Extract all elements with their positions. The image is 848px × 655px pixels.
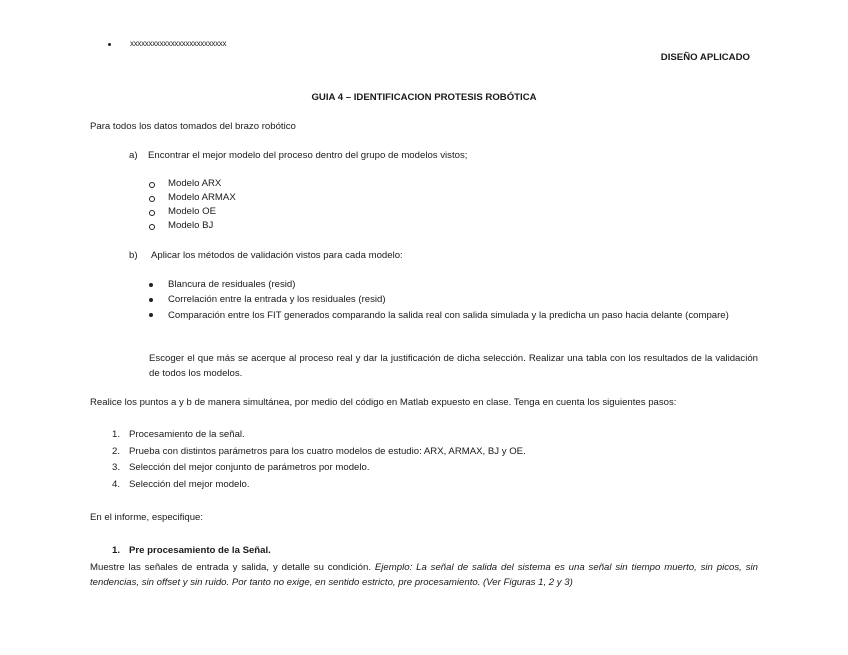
step-text: Selección del mejor modelo.: [129, 479, 250, 490]
selection-note: Escoger el que más se acerque al proceso real y dar la justificación de dicha selección. Realizar una tabla con los resultados de la validación de todos los modelos.: [149, 353, 758, 379]
circle-bullet-icon: [149, 182, 155, 188]
step-number: 1.: [112, 429, 121, 440]
disc-bullet-icon: [149, 313, 153, 317]
course-title: DISEÑO APLICADO: [660, 52, 750, 63]
instruction-text: Realice los puntos a y b de manera simultánea, por medio del código en Matlab expuesto en clase. Tenga en cuenta los siguientes pasos:: [90, 397, 677, 408]
section-a-marker: a): [129, 150, 138, 161]
disc-bullet-icon: [149, 283, 153, 287]
step-number: 2.: [112, 446, 121, 457]
section-b-marker: b): [129, 250, 138, 261]
circle-bullet-icon: [149, 224, 155, 230]
section-b-text: Aplicar los métodos de validación vistos para cada modelo:: [151, 250, 403, 261]
report-section-number: 1.: [112, 545, 121, 556]
step-text: Prueba con distintos parámetros para los cuatro modelos de estudio: ARX, ARMAX, BJ y OE.: [129, 446, 526, 457]
validation-item: Comparación entre los FIT generados comparando la salida real con salida simulada y la predicha un paso hacia delante (compare): [168, 310, 729, 321]
report-section-body: [90, 560, 758, 590]
section-a-text: Encontrar el mejor modelo del proceso dentro del grupo de modelos vistos;: [148, 150, 468, 161]
model-item: Modelo ARMAX: [168, 192, 236, 203]
model-item: Modelo BJ: [168, 220, 214, 231]
report-lead: Muestre las señales de entrada y salida, y detalle su condición.: [90, 562, 375, 573]
step-text: Procesamiento de la señal.: [129, 429, 245, 440]
model-item: Modelo OE: [168, 206, 216, 217]
step-number: 3.: [112, 462, 121, 473]
model-item: Modelo ARX: [168, 178, 222, 189]
report-section-title: Pre procesamiento de la Señal.: [129, 545, 271, 556]
disc-bullet-icon: [149, 298, 153, 302]
validation-item: Blancura de residuales (resid): [168, 279, 296, 290]
validation-item: Correlación entre la entrada y los residuales (resid): [168, 294, 386, 305]
circle-bullet-icon: [149, 196, 155, 202]
circle-bullet-icon: [149, 210, 155, 216]
report-example: Ejemplo: La señal de salida del sistema es una señal sin tiempo muerto, sin picos, sin tendencias, sin offset y sin ruido. Por tanto no exige, en sentido estricto, pre procesamiento. (Ver Figuras 1, 2 y 3): [90, 562, 758, 588]
top-bullet-icon: [108, 43, 111, 46]
guide-title: GUIA 4 – IDENTIFICACION PROTESIS ROBÓTICA: [311, 92, 537, 103]
report-intro: En el informe, especifique:: [90, 512, 204, 523]
intro-text: Para todos los datos tomados del brazo robótico: [90, 121, 296, 132]
top-bullet-text: xxxxxxxxxxxxxxxxxxxxxxxxxx: [130, 39, 227, 48]
step-number: 4.: [112, 479, 121, 490]
step-text: Selección del mejor conjunto de parámetros por modelo.: [129, 462, 370, 473]
